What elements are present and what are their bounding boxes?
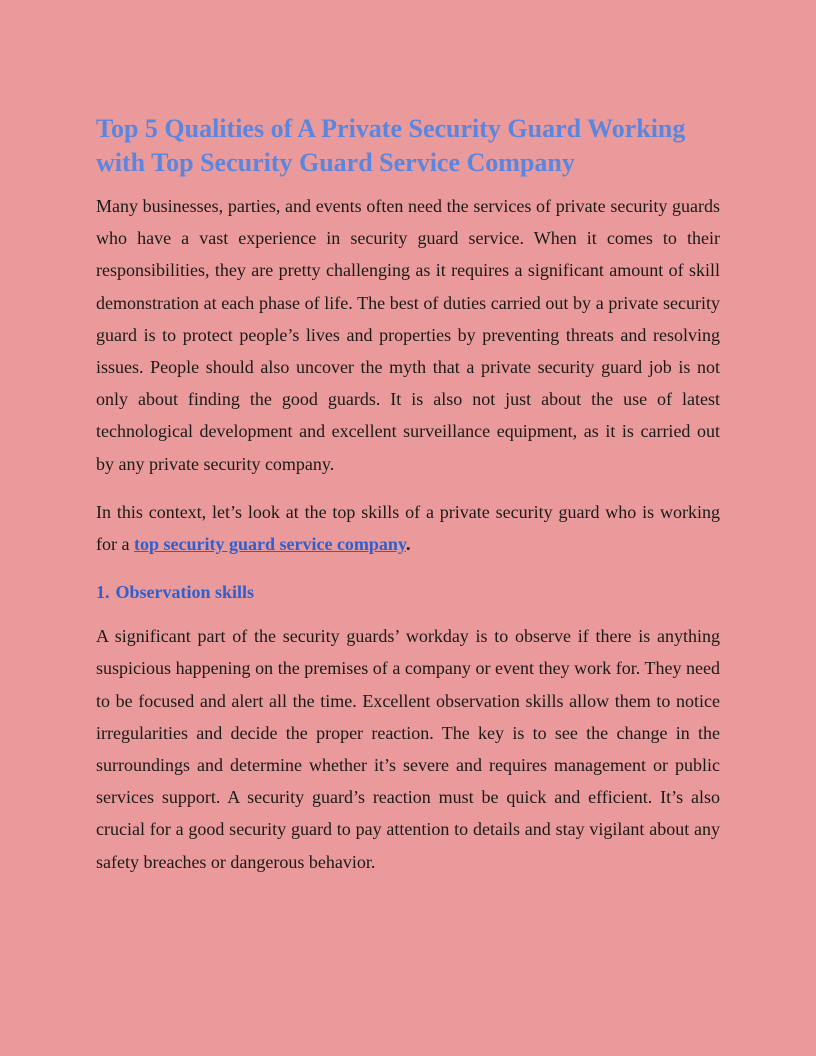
observation-paragraph: A significant part of the security guards’ workday is to observe if there is anything suspicious happening on the premises of a company or event they work for. They need to be focused and alert all the time. Excellent observation skills allow them to notice irregularities and decide the proper reaction. The key is to see the change in the surroundings and determine whether it’s severe and requires management or public services support. A security guard’s reaction must be quick and efficient. It’s also crucial for a good security guard to pay attention to details and stay vigilant about any safety breaches or dangerous behavior. xyxy=(96,626,720,872)
context-text: In this context, let’s look at the top skills of a private security guard who is working for a xyxy=(96,501,720,555)
document-title: Top 5 Qualities of A Private Security Guard Working with Top Security Guard Service Company xyxy=(96,114,686,177)
intro-paragraph: Many businesses, parties, and events often need the services of private security guards who have a vast experience in security guard service. When it comes to their responsibilities, they are pretty challenging as it requires a significant amount of skill demonstration at each phase of life. The best of duties carried out by a private security guard is to protect people’s lives and properties by preventing threats and resolving issues. People should also uncover the myth that a private security guard job is not only about finding the good guards. It is also not just about the use of latest technological development and excellent surveillance equipment, as it is carried out by any private security company. xyxy=(96,196,720,474)
section-number: 1. xyxy=(96,582,110,603)
section-heading-text: Observation skills xyxy=(115,582,255,603)
document-content xyxy=(96,112,720,894)
context-period: . xyxy=(405,534,411,555)
section-heading-observation xyxy=(96,576,720,608)
context-paragraph xyxy=(96,496,720,560)
service-company-link[interactable]: top security guard service company xyxy=(133,534,406,555)
